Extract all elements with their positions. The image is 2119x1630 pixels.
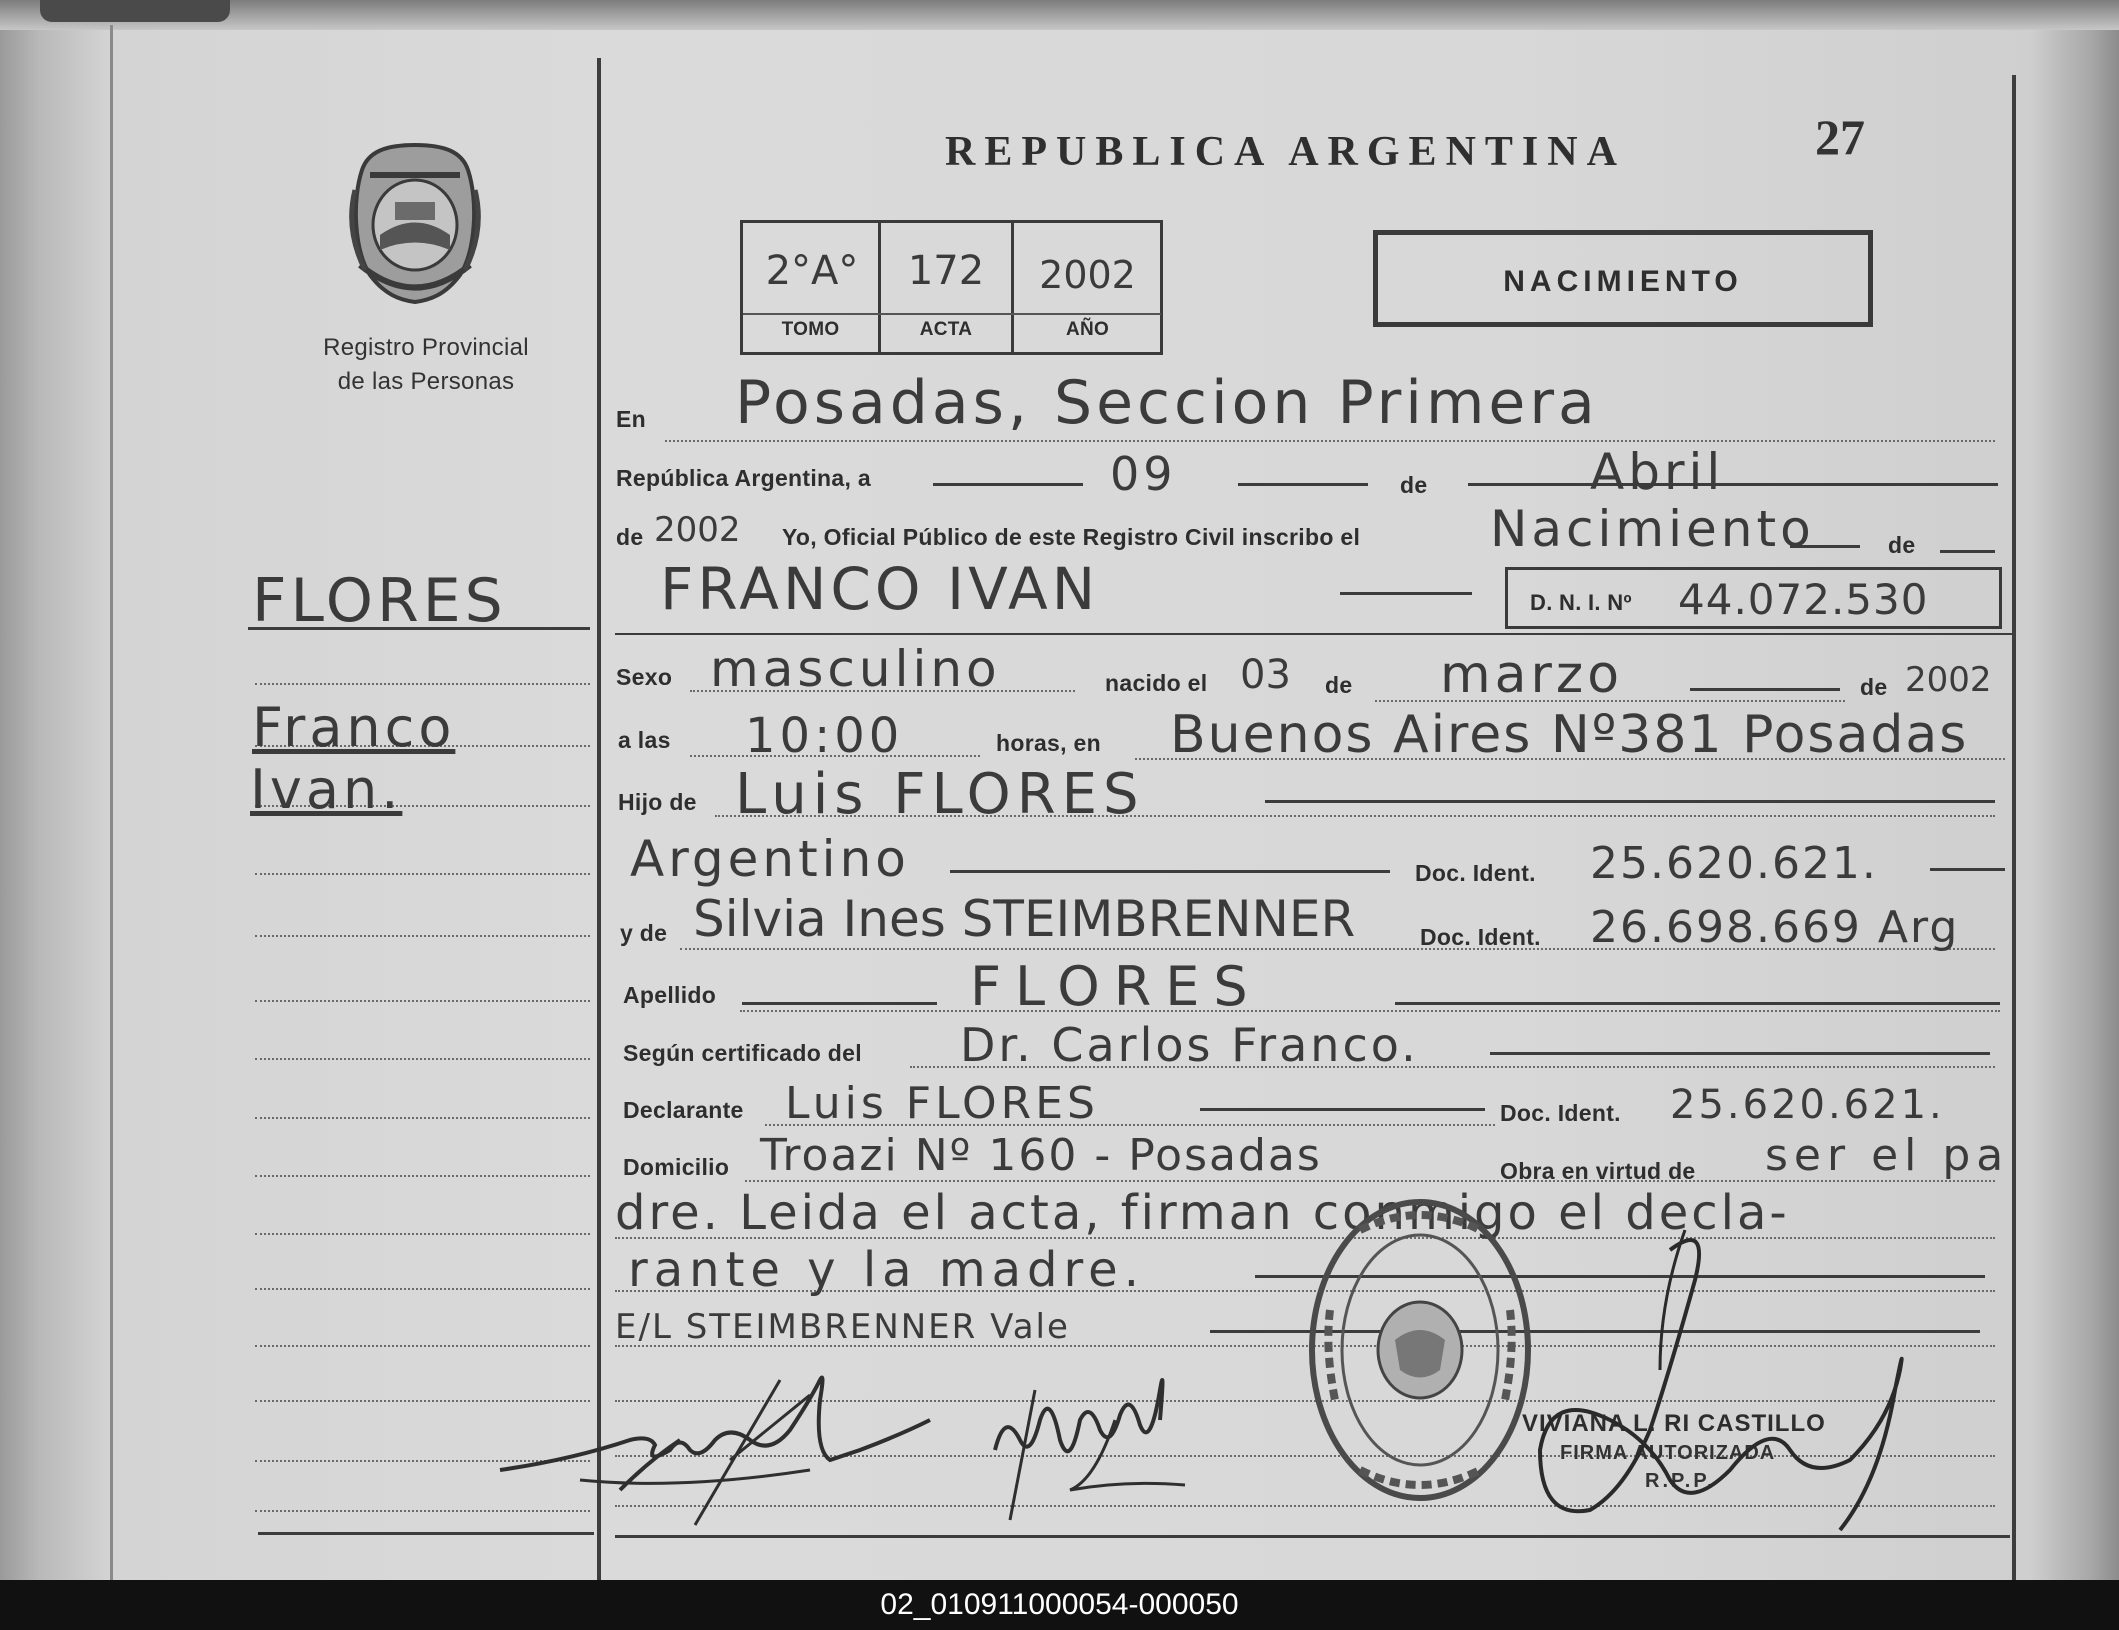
- ano-value: 2002: [1039, 253, 1136, 297]
- certifying-doctor: Dr. Carlos Franco.: [960, 1018, 1419, 1072]
- doc-ident-label-3: Doc. Ident.: [1500, 1100, 1621, 1126]
- official-seal-icon: [1300, 1190, 1540, 1510]
- official-signature: [1510, 1220, 1930, 1560]
- de-label-3: de: [1888, 532, 1916, 558]
- nacido-label: nacido el: [1105, 670, 1208, 696]
- place-of-registration: Posadas, Seccion Primera: [735, 368, 1599, 438]
- left-rule: [255, 1058, 590, 1060]
- birth-place: Buenos Aires Nº381 Posadas: [1170, 705, 1969, 765]
- dni-box: [1505, 567, 2002, 629]
- left-given-name-2: Ivan.: [250, 758, 403, 821]
- binder-clip: [40, 0, 230, 22]
- page-number: 27: [1815, 109, 1865, 165]
- de-label-5: de: [1860, 674, 1888, 700]
- sex-value: masculino: [710, 640, 1001, 698]
- father-name: Luis FLORES: [735, 762, 1145, 827]
- hijo-label: Hijo de: [618, 789, 697, 815]
- domicilio-value: Troazi Nº 160 - Posadas: [760, 1130, 1322, 1181]
- segun-label: Según certificado del: [623, 1040, 862, 1066]
- official-org: R.P.P.: [1645, 1470, 1716, 1492]
- continuation-line-1: dre. Leida el acta, firman conmigo el decla-: [615, 1185, 1790, 1241]
- de-label-4: de: [1325, 672, 1353, 698]
- doc-ident-label-2: Doc. Ident.: [1420, 924, 1541, 950]
- registration-day: 09: [1110, 447, 1177, 501]
- birth-year: 2002: [1905, 660, 1992, 700]
- de-label-2: de: [616, 524, 644, 550]
- page-top-shadow: [0, 0, 2119, 30]
- birth-month: marzo: [1440, 645, 1624, 705]
- doc-ident-label-1: Doc. Ident.: [1415, 860, 1536, 886]
- birth-time: 10:00: [745, 708, 904, 764]
- registry-name-line1: Registro Provincial: [323, 334, 529, 361]
- declarante-label: Declarante: [623, 1097, 744, 1123]
- coat-of-arms-icon: [340, 140, 490, 305]
- left-rule: [255, 1288, 590, 1290]
- father-nationality: Argentino: [630, 830, 910, 888]
- left-rule: [255, 1000, 590, 1002]
- alas-label: a las: [618, 727, 671, 753]
- official-name: VIVIANA L. RI CASTILLO: [1522, 1410, 1826, 1437]
- mother-name: Silvia Ines STEIMBRENNER: [693, 890, 1356, 948]
- continuation-line-2: rante y la madre.: [628, 1242, 1145, 1298]
- sexo-label: Sexo: [616, 664, 673, 690]
- mother-doc: 26.698.669 Arg: [1590, 902, 1960, 953]
- registry-name-line2: de las Personas: [337, 368, 515, 395]
- declarante-name: Luis FLORES: [785, 1078, 1099, 1129]
- child-name: FRANCO IVAN: [660, 555, 1100, 623]
- registration-month: Abril: [1590, 443, 1725, 501]
- acta-value: 172: [907, 248, 985, 294]
- record-type-label: NACIMIENTO: [1503, 265, 1743, 298]
- declarant-signature: [480, 1340, 960, 1540]
- record-number-box: [740, 220, 1163, 355]
- apellido-value: FLORES: [970, 955, 1262, 1018]
- left-rule: [255, 935, 590, 937]
- inscription-type: Nacimiento: [1490, 500, 1815, 558]
- domicilio-label: Domicilio: [623, 1154, 730, 1180]
- apellido-label: Apellido: [623, 982, 717, 1008]
- ano-label: AÑO: [1065, 319, 1110, 340]
- tomo-label: TOMO: [781, 319, 840, 340]
- obra-value: ser el pa: [1765, 1130, 2010, 1181]
- tomo-value: 2°A°: [765, 248, 859, 294]
- left-rule: [255, 873, 590, 875]
- declarante-doc: 25.620.621.: [1670, 1082, 1945, 1128]
- de-label-1: de: [1400, 472, 1428, 498]
- dni-label: D. N. I. Nº: [1530, 590, 1632, 615]
- horas-label: horas, en: [996, 730, 1101, 756]
- record-type-box: [1373, 230, 1873, 327]
- left-given-name-1: Franco: [252, 696, 456, 759]
- right-border: [2012, 75, 2016, 1580]
- birth-day: 03: [1240, 652, 1291, 698]
- correction-note: E/L STEIMBRENNER Vale: [615, 1307, 1070, 1347]
- en-label: En: [616, 406, 646, 432]
- left-rule: [255, 1175, 590, 1177]
- acta-label: ACTA: [919, 319, 973, 340]
- yde-label: y de: [620, 920, 668, 946]
- father-doc: 25.620.621.: [1590, 838, 1878, 889]
- official-title: FIRMA AUTORIZADA: [1560, 1442, 1776, 1464]
- oficial-text: Yo, Oficial Público de este Registro Civil inscribo el: [782, 524, 1361, 550]
- country-heading: REPUBLICA ARGENTINA: [945, 129, 1626, 175]
- left-rule: [255, 683, 590, 685]
- mother-signature: [975, 1330, 1215, 1530]
- left-surname: FLORES: [252, 566, 507, 636]
- margin-line: [110, 25, 113, 1580]
- republica-label: República Argentina, a: [616, 465, 871, 491]
- dni-value: 44.072.530: [1678, 575, 1929, 624]
- registration-year: 2002: [654, 510, 741, 550]
- image-caption: 02_010911000054-000050: [0, 1580, 2119, 1630]
- left-rule: [255, 1233, 590, 1235]
- obra-label: Obra en virtud de: [1500, 1158, 1696, 1184]
- left-rule: [255, 1117, 590, 1119]
